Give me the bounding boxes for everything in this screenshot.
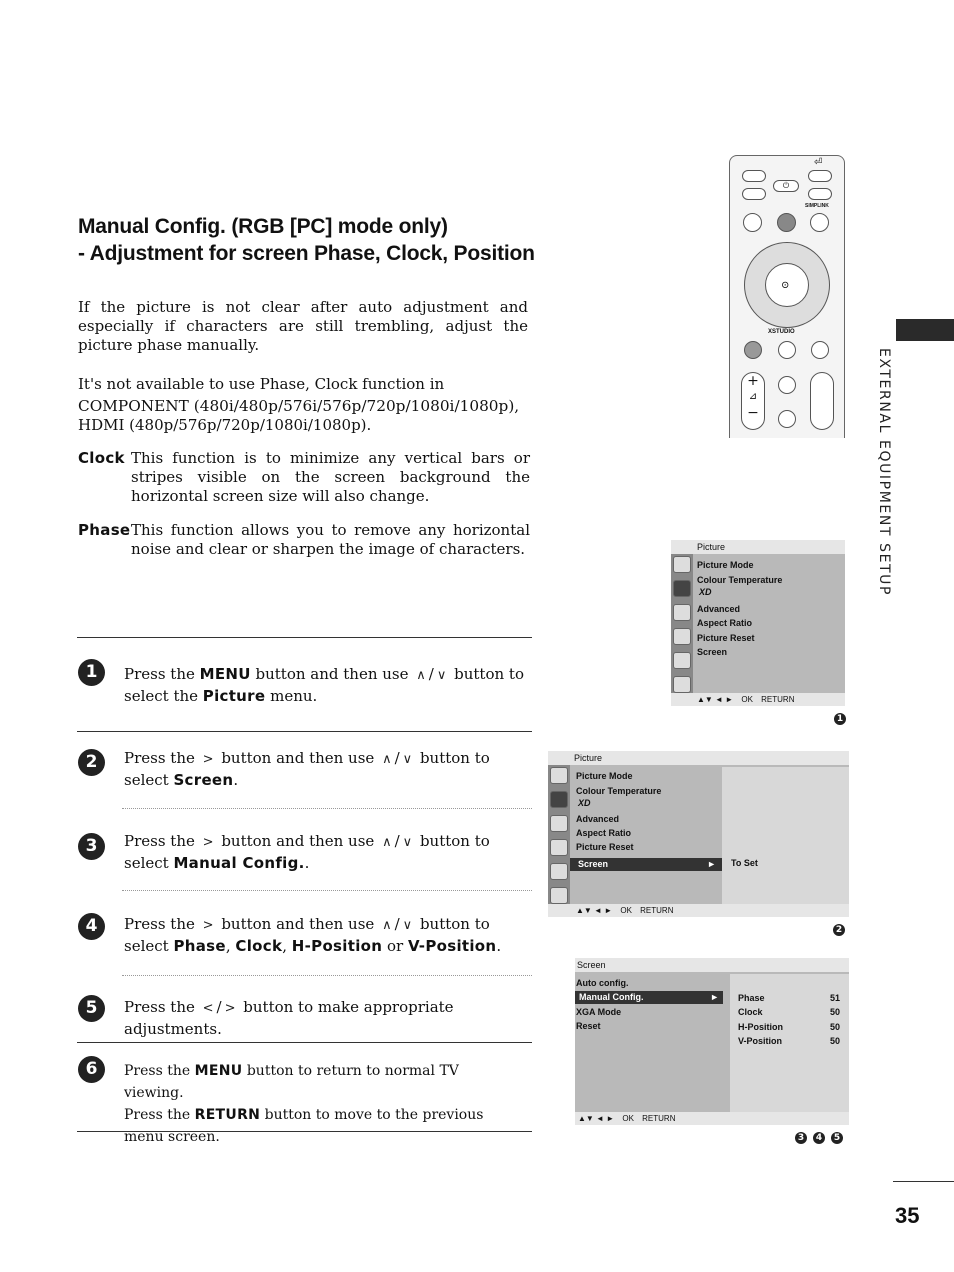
- submenu-panel: [722, 767, 849, 904]
- value-number: 51: [830, 993, 841, 1003]
- menu-item: XD: [578, 798, 591, 808]
- step-4-text: Press the > button and then use ∧ / ∨ button to select Phase, Clock, H-Position or V-Position.: [124, 915, 502, 955]
- remote-button: [778, 341, 796, 359]
- menu-item: Picture Reset: [697, 633, 755, 643]
- phase-term: Phase: [78, 521, 131, 539]
- value-number: 50: [830, 1036, 841, 1046]
- step-badge: 4: [813, 1132, 825, 1144]
- menu-header: Screen: [575, 958, 849, 972]
- step-badge: 5: [831, 1132, 843, 1144]
- menu-footer: ▲▼ ◄ ► OK RETURN: [575, 1112, 849, 1125]
- page-number-rule: [893, 1181, 954, 1182]
- menu-item: Colour Temperature: [576, 786, 662, 796]
- remote-button: [810, 213, 829, 232]
- step-badge: 1: [834, 713, 846, 725]
- steps-top-rule: [77, 637, 532, 638]
- step-rule-4: [122, 975, 532, 976]
- step-rule-3: [122, 890, 532, 891]
- value-label: Clock: [738, 1007, 763, 1017]
- step-rule-1: [77, 731, 532, 732]
- input-icon: [550, 887, 568, 904]
- remote-button: [742, 170, 766, 182]
- volume-down-icon: −: [747, 405, 759, 421]
- input-icon: ⏎: [814, 157, 823, 168]
- option-icon: [673, 652, 691, 669]
- setup-icon: [673, 604, 691, 621]
- remote-button: [808, 188, 832, 200]
- right-arrow-icon: >: [202, 835, 214, 850]
- screen-menu-screenshot: [575, 958, 849, 1125]
- menu-item: Picture Mode: [576, 771, 633, 781]
- up-arrow-icon: ∧: [382, 752, 392, 767]
- menu-icon-column: [548, 765, 570, 904]
- remote-button: [743, 213, 762, 232]
- picture-screen-menu-screenshot: [548, 751, 849, 917]
- picture-icon: [550, 767, 568, 784]
- left-arrow-icon: <: [202, 1001, 214, 1016]
- menu-item-selected: Manual Config. ►: [575, 991, 723, 1004]
- phase-definition: [78, 521, 530, 559]
- submenu-arrow-icon: ►: [710, 992, 719, 1002]
- menu-footer: ▲▼ ◄ ► OK RETURN: [548, 904, 849, 917]
- mute-button: [778, 410, 796, 428]
- volume-icon: ⊿: [748, 391, 758, 402]
- menu-footer: ▲▼ ◄ ► OK RETURN: [671, 693, 845, 706]
- screen-icon: [673, 580, 691, 597]
- remote-control: [729, 155, 845, 438]
- menu-item: Reset: [576, 1021, 601, 1031]
- page-number: 35: [895, 1203, 920, 1228]
- menu-item: XGA Mode: [576, 1007, 622, 1017]
- menu-item: Picture Reset: [576, 842, 634, 852]
- time-icon: [550, 839, 568, 856]
- option-icon: [550, 863, 568, 880]
- step-1-text: Press the MENU button and then use ∧ / ∨ button to select the Picture menu.: [124, 665, 524, 705]
- title-line-1: Manual Config. (RGB [PC] mode only): [78, 215, 448, 238]
- menu-header: Picture: [548, 751, 849, 765]
- menu-header: Picture: [671, 540, 845, 554]
- clock-definition: [78, 449, 530, 506]
- step-3-text: Press the > button and then use ∧ / ∨ button to select Manual Config..: [124, 832, 490, 872]
- section-tab: [896, 319, 954, 341]
- intro-paragraph: If the picture is not clear after auto adjustment and especially if characters are still trembling, adjust the picture phase manually.: [78, 298, 528, 354]
- down-arrow-icon: ∨: [402, 752, 413, 767]
- note-paragraph: [78, 373, 528, 436]
- up-arrow-icon: ∧: [416, 668, 426, 683]
- value-label: V-Position: [738, 1036, 783, 1046]
- volume-up-icon: +: [747, 373, 759, 389]
- menu-item: Advanced: [697, 604, 741, 614]
- ok-icon: ⊙: [781, 280, 790, 291]
- phase-text: This function allows you to remove any horizontal noise and clear or sharpen the image of characters.: [131, 521, 530, 558]
- value-label: H-Position: [738, 1022, 783, 1032]
- down-arrow-icon: ∨: [436, 668, 447, 683]
- remote-input-button: [808, 170, 832, 182]
- note-line-3: HDMI (480p/576p/720p/1080i/1080p).: [78, 416, 372, 434]
- step-6-text: Press the MENU button to return to normal TV viewing. Press the RETURN button to move to the previous menu screen.: [124, 1063, 484, 1145]
- remote-button: [811, 341, 829, 359]
- down-arrow-icon: ∨: [402, 918, 413, 933]
- note-line-1: It's not available to use Phase, Clock function in: [78, 375, 445, 393]
- step-number-6: 6: [78, 1056, 105, 1083]
- step-number-5: 5: [78, 995, 105, 1022]
- menu-item: XD: [699, 587, 712, 597]
- down-arrow-icon: ∨: [402, 835, 413, 850]
- up-arrow-icon: ∧: [382, 835, 392, 850]
- menu-icon-column: [671, 554, 693, 693]
- menu-item: Picture Mode: [697, 560, 754, 570]
- value-label: Phase: [738, 993, 765, 1003]
- remote-button: [744, 341, 762, 359]
- setup-icon: [550, 815, 568, 832]
- step-badge: 2: [833, 924, 845, 936]
- page-title: [78, 213, 535, 267]
- note-line-2: COMPONENT (480i/480p/576i/576p/720p/1080i/1080p),: [78, 397, 520, 415]
- menu-item: Screen: [697, 647, 728, 657]
- menu-item: Aspect Ratio: [697, 618, 753, 628]
- step-number-3: 3: [78, 833, 105, 860]
- right-arrow-icon: >: [224, 1001, 236, 1016]
- power-button: [773, 180, 799, 192]
- right-arrow-icon: >: [202, 918, 214, 933]
- channel-rocker: [810, 372, 834, 430]
- step-number-2: 2: [78, 749, 105, 776]
- step-5-text: Press the < / > button to make appropriate adjustments.: [124, 998, 454, 1038]
- menu-item: Aspect Ratio: [576, 828, 632, 838]
- remote-button: [742, 188, 766, 200]
- menu-item: Colour Temperature: [697, 575, 783, 585]
- to-set-label: To Set: [731, 858, 758, 868]
- value-number: 50: [830, 1007, 841, 1017]
- up-arrow-icon: ∧: [382, 918, 392, 933]
- clock-text: This function is to minimize any vertical bars or stripes visible on the screen background the horizontal screen size will also change.: [131, 449, 530, 505]
- step-rule-5: [77, 1042, 532, 1043]
- steps-bottom-rule: [77, 1131, 532, 1132]
- time-icon: [673, 628, 691, 645]
- screen-icon: [550, 791, 568, 808]
- step-number-1: 1: [78, 659, 105, 686]
- picture-menu-screenshot: [671, 540, 845, 706]
- menu-item: Advanced: [576, 814, 620, 824]
- menu-item-selected: Screen ►: [570, 858, 722, 871]
- xstudio-logo: XSTUDIO: [768, 329, 795, 335]
- menu-item: Auto config.: [576, 978, 629, 988]
- step-2-text: Press the > button and then use ∧ / ∨ button to select Screen.: [124, 749, 490, 789]
- picture-icon: [673, 556, 691, 573]
- remote-button: [778, 376, 796, 394]
- simplink-logo: SIMPLINK: [805, 203, 829, 209]
- input-icon: [673, 676, 691, 693]
- title-line-2: - Adjustment for screen Phase, Clock, Position: [78, 242, 535, 265]
- power-icon: ⏻: [782, 181, 790, 190]
- clock-term: Clock: [78, 449, 125, 467]
- step-number-4: 4: [78, 913, 105, 940]
- step-rule-2: [122, 808, 532, 809]
- submenu-arrow-icon: ►: [707, 859, 716, 869]
- right-arrow-icon: >: [202, 752, 214, 767]
- section-label: EXTERNAL EQUIPMENT SETUP: [876, 348, 892, 597]
- remote-button: [777, 213, 796, 232]
- step-badge: 3: [795, 1132, 807, 1144]
- volume-rocker: [741, 372, 765, 430]
- value-number: 50: [830, 1022, 841, 1032]
